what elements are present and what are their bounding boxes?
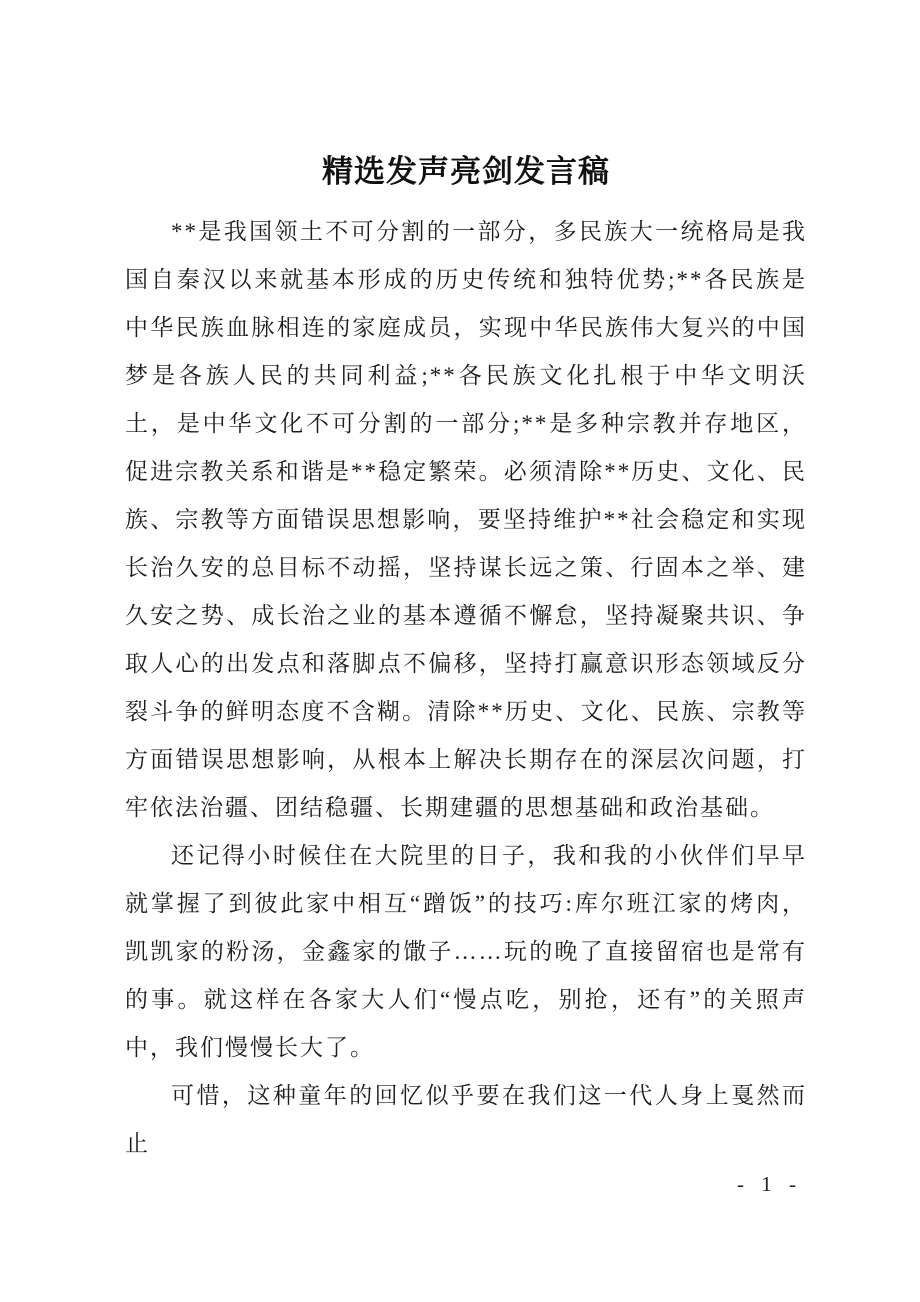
document-title: 精选发声亮剑发言稿 [322, 154, 610, 189]
paragraph-1: **是我国领土不可分割的一部分，多民族大一统格局是我国自秦汉以来就基本形成的历史传统和独特优势;**各民族是中华民族血脉相连的家庭成员，实现中华民族伟大复兴的中国梦是各族人民的共同利益;**各民族文化扎根于中华文明沃土，是中华文化不可分割的一部分;**是多种宗教并存地区，促进宗教关系和谐是**稳定繁荣。必须清除**历史、文化、民族、宗教等方面错误思想影响，要坚持维护**社会稳定和实现长治久安的总目标不动摇，坚持谋长远之策、行固本之举、建久安之势、成长治之业的基本遵循不懈怠，坚持凝聚共识、争取人心的出发点和落脚点不偏移，坚持打赢意识形态领域反分裂斗争的鲜明态度不含糊。清除**历史、文化、民族、宗教等方面错误思想影响，从根本上解决长期存在的深层次问题，打牢依法治疆、团结稳疆、长期建疆的思想基础和政治基础。 [125, 219, 807, 820]
page-number: - 1 - [737, 1172, 802, 1196]
paragraph-2: 还记得小时候住在大院里的日子，我和我的小伙伴们早早就掌握了到彼此家中相互“蹭饭”的技巧:库尔班江家的烤肉，凯凯家的粉汤，金鑫家的馓子……玩的晚了直接留宿也是常有的事。就这样在各家大人们“慢点吃，别抢，还有”的关照声中，我们慢慢长大了。 [125, 843, 807, 1060]
document-content [125, 150, 807, 1168]
paragraph-3: 可惜，这种童年的回忆似乎要在我们这一代人身上戛然而止 [125, 1083, 807, 1156]
